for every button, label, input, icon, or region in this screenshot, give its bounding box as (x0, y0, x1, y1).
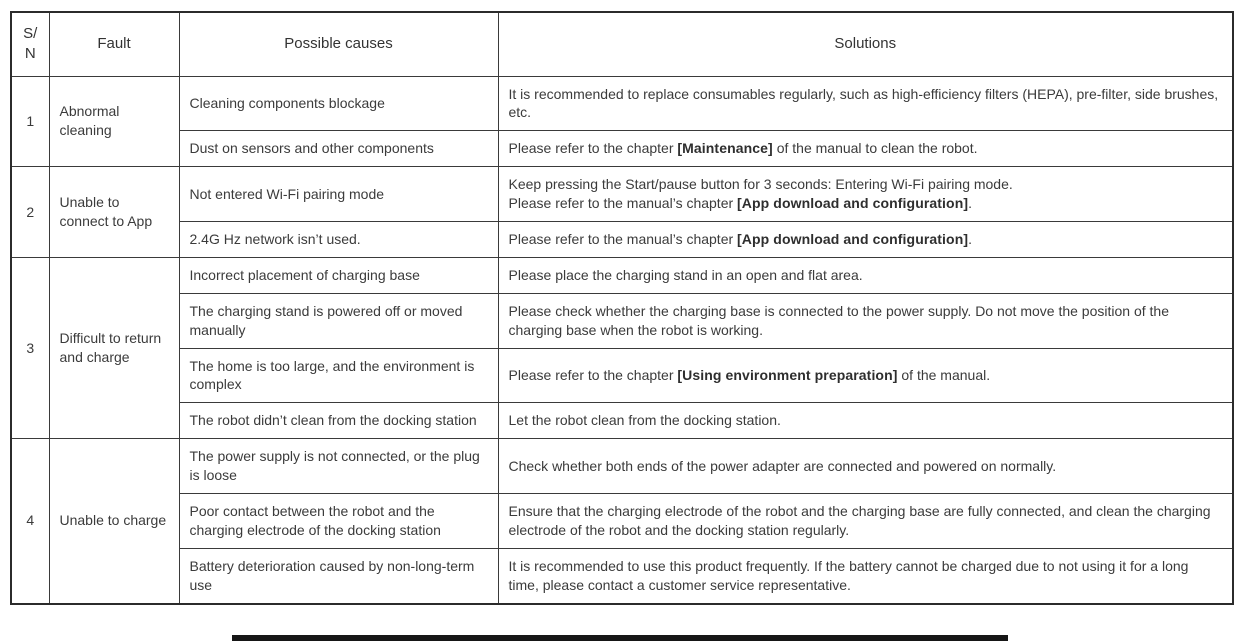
table-row (11, 439, 1233, 494)
cause-cell: Cleaning components blockage (179, 76, 498, 131)
solution-text: . (968, 195, 972, 212)
table-row (11, 131, 1233, 167)
col-header-causes: Possible causes (179, 12, 498, 76)
cause-cell: Incorrect placement of charging base (179, 257, 498, 293)
solution-text: It is recommended to use this product frequently. If the battery cannot be charged due to not using it for a long time, please contact a customer service representative. (508, 557, 1189, 593)
solution-reference: [Using environment preparation] (677, 366, 898, 383)
table-row (11, 348, 1233, 403)
solution-reference: [App download and configuration] (737, 195, 969, 212)
table-header (11, 12, 1233, 76)
solution-text: Check whether both ends of the power adapter are connected and powered on normally. (508, 457, 1057, 474)
solution-cell (498, 76, 1233, 131)
solution-cell (498, 439, 1233, 494)
table-row (11, 221, 1233, 257)
solution-text: Let the robot clean from the docking station. (508, 412, 781, 429)
table-row (11, 257, 1233, 293)
solution-text: . (968, 230, 972, 247)
sn-cell: 2 (11, 167, 49, 258)
header-row (11, 12, 1233, 76)
fault-cell: Difficult to return and charge (49, 257, 179, 438)
cause-cell: The charging stand is powered off or moved manually (179, 293, 498, 348)
cause-cell: Poor contact between the robot and the charging electrode of the docking station (179, 493, 498, 548)
cause-cell: The home is too large, and the environment is complex (179, 348, 498, 403)
solution-reference: [Maintenance] (677, 140, 773, 157)
solution-text: Please check whether the charging base is connected to the power supply. Do not move the position of the charging base when the robot is working. (508, 302, 1169, 338)
table-row (11, 293, 1233, 348)
solution-text: Please refer to the chapter (508, 140, 678, 157)
solution-cell (498, 131, 1233, 167)
solution-text: of the manual to clean the robot. (772, 140, 978, 157)
table-row (11, 76, 1233, 131)
fault-cell: Abnormal cleaning (49, 76, 179, 167)
solution-cell (498, 348, 1233, 403)
solution-text: Please refer to the manual’s chapter (508, 230, 738, 247)
table-row (11, 493, 1233, 548)
fault-cell: Unable to connect to App (49, 167, 179, 258)
solution-line (509, 194, 1221, 213)
page-footer-bar (232, 635, 1008, 641)
cause-cell: Battery deterioration caused by non-long-term use (179, 548, 498, 603)
solution-cell (498, 493, 1233, 548)
col-header-fault: Fault (49, 12, 179, 76)
solution-text: Ensure that the charging electrode of the robot and the charging base are fully connected, and clean the charging electrode of the robot and the docking station regularly. (508, 502, 1211, 538)
table-row (11, 548, 1233, 603)
solution-text: Please refer to the manual’s chapter (508, 195, 738, 212)
solution-cell (498, 221, 1233, 257)
sn-cell: 1 (11, 76, 49, 167)
cause-cell: The power supply is not connected, or the plug is loose (179, 439, 498, 494)
solution-text: Keep pressing the Start/pause button for 3 seconds: Entering Wi-Fi pairing mode. (508, 176, 1013, 193)
solution-cell (498, 293, 1233, 348)
solution-cell (498, 403, 1233, 439)
solution-cell (498, 548, 1233, 603)
troubleshooting-table (10, 11, 1234, 605)
col-header-sn: S/N (11, 12, 49, 76)
cause-cell: Dust on sensors and other components (179, 131, 498, 167)
solution-reference: [App download and configuration] (737, 230, 969, 247)
table-body (11, 76, 1233, 604)
cause-cell: 2.4G Hz network isn’t used. (179, 221, 498, 257)
solution-text: Please refer to the chapter (508, 366, 678, 383)
table-row (11, 403, 1233, 439)
solution-text: It is recommended to replace consumables regularly, such as high-efficiency filters (HEPA), pre-filter, side brushes, etc. (508, 85, 1219, 121)
col-header-solutions: Solutions (498, 12, 1233, 76)
sn-cell: 4 (11, 439, 49, 604)
cause-cell: The robot didn’t clean from the docking station (179, 403, 498, 439)
solution-cell (498, 257, 1233, 293)
solution-text: Please place the charging stand in an open and flat area. (508, 266, 863, 283)
sn-cell: 3 (11, 257, 49, 438)
table-row (11, 167, 1233, 222)
solution-text: of the manual. (897, 366, 991, 383)
solution-cell (498, 167, 1233, 222)
fault-cell: Unable to charge (49, 439, 179, 604)
cause-cell: Not entered Wi-Fi pairing mode (179, 167, 498, 222)
